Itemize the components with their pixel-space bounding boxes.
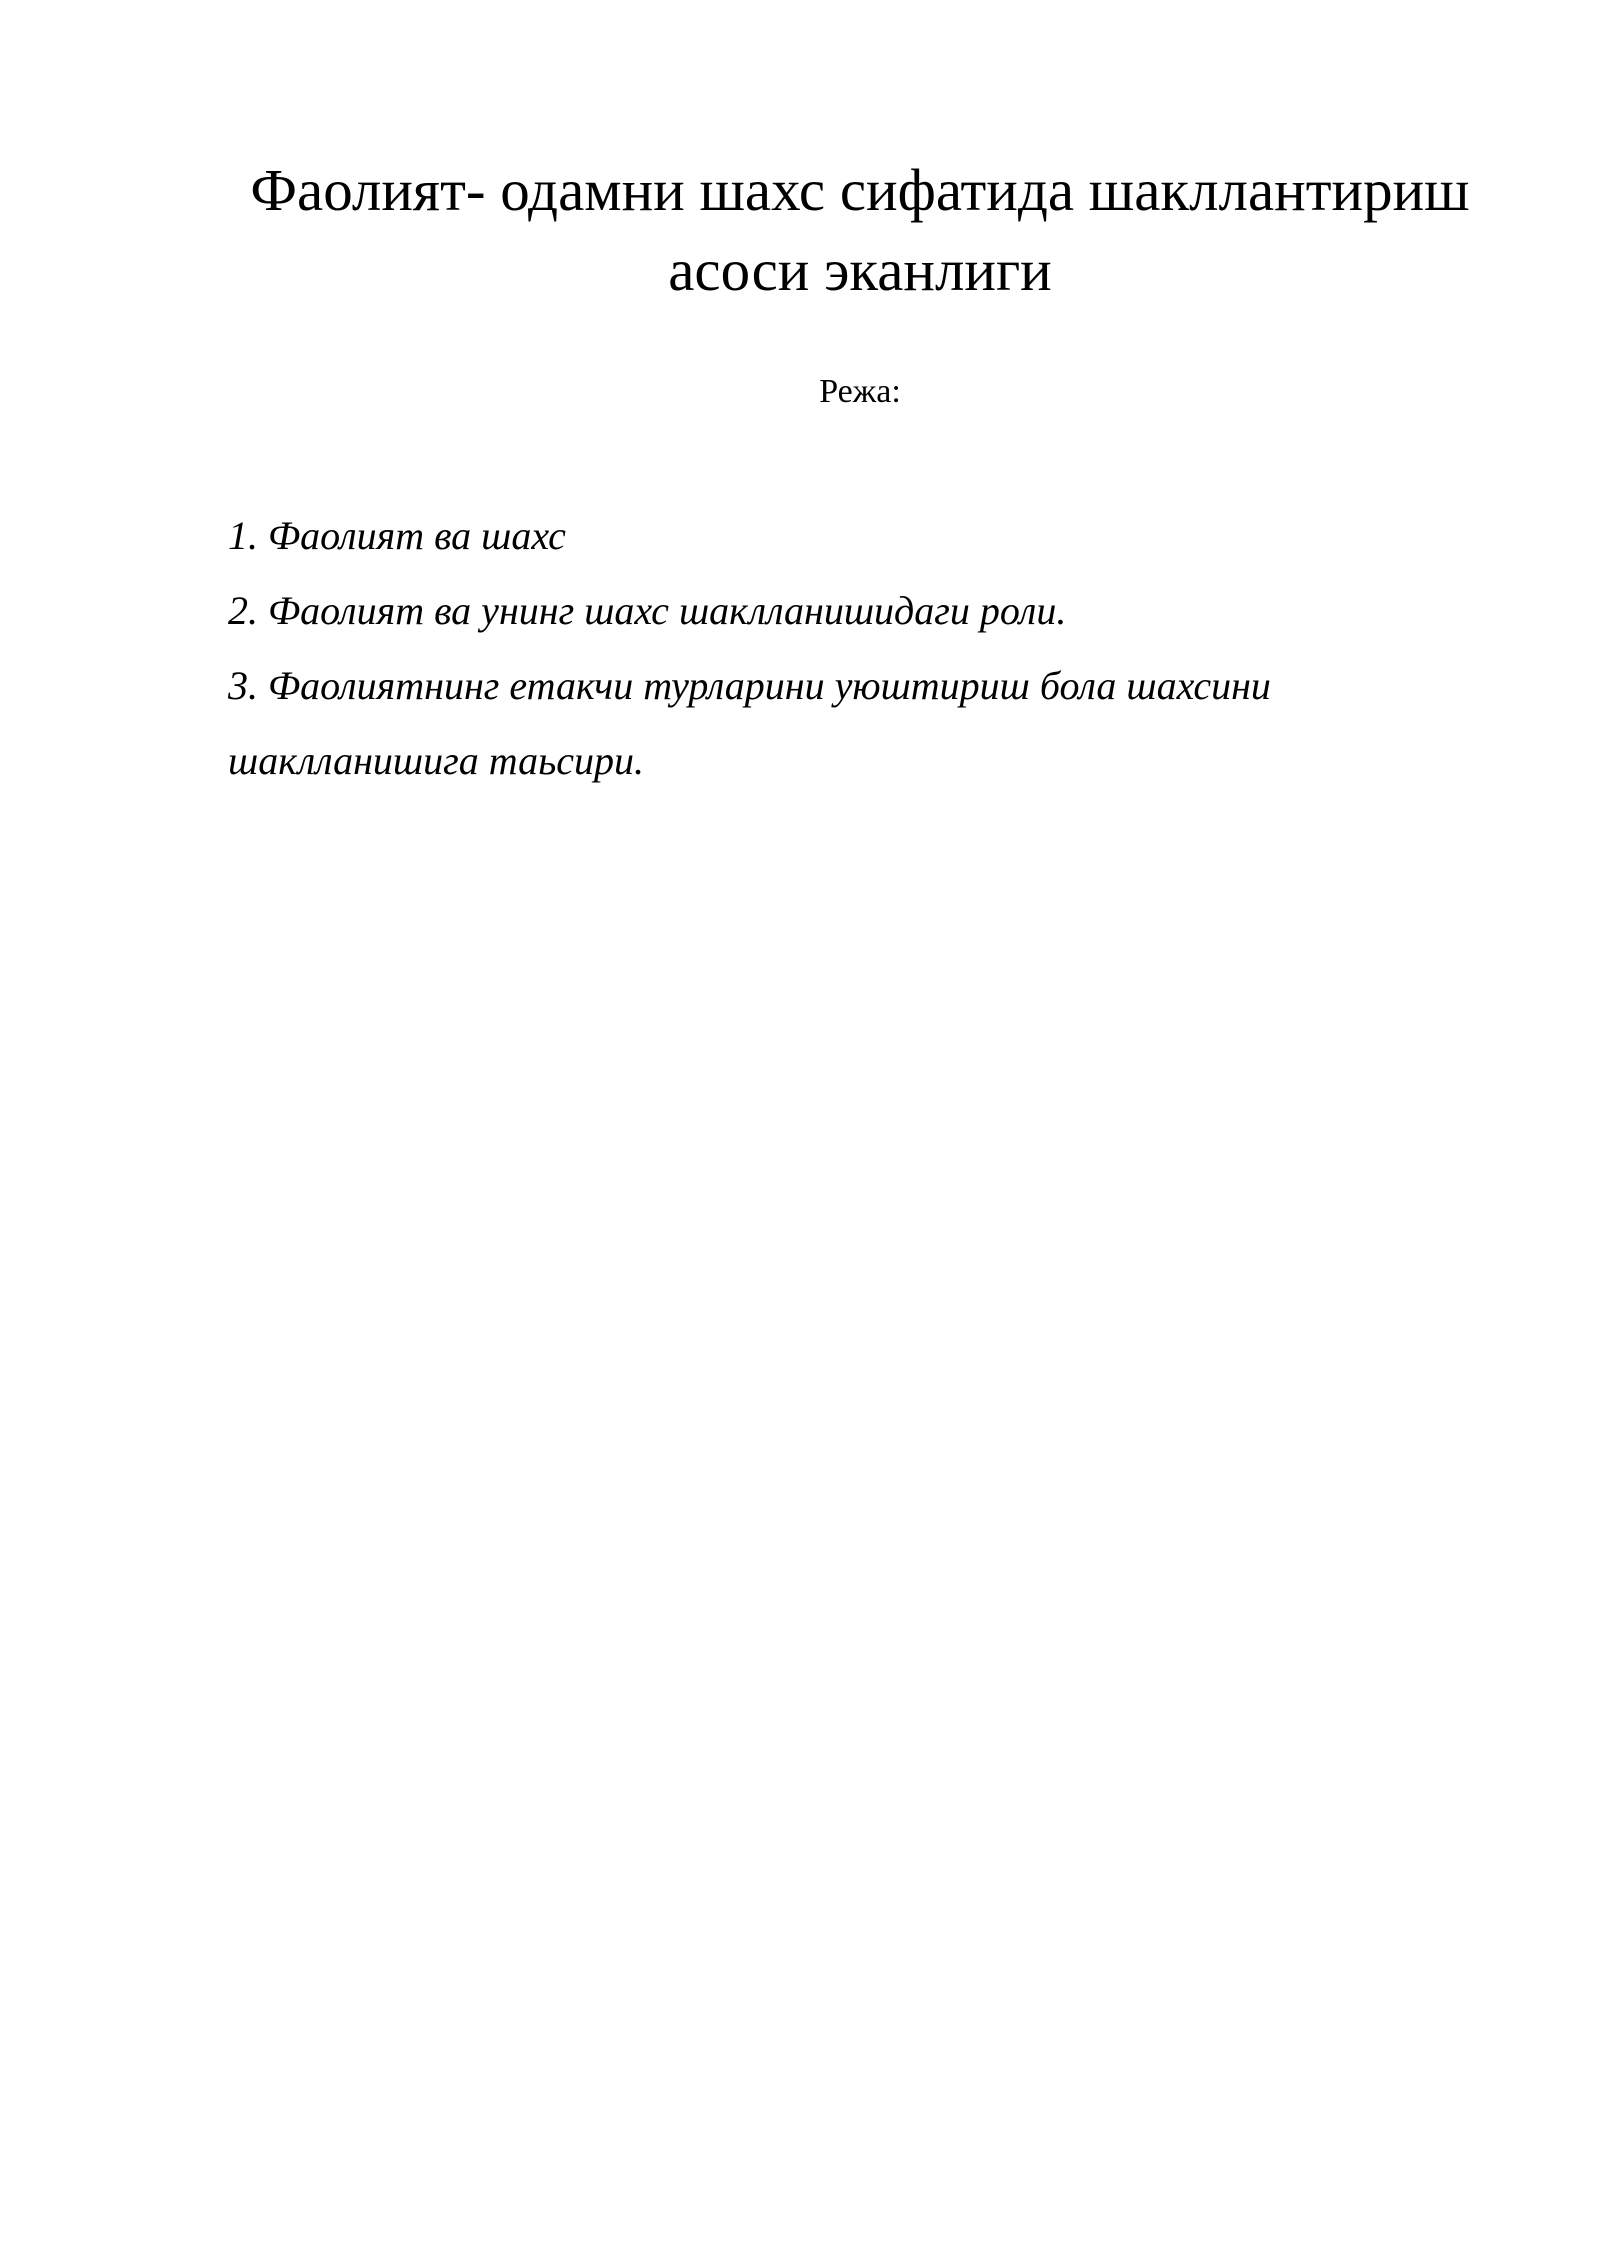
- plan-item-3-continued: шаклланишига таьсири.: [228, 738, 645, 783]
- plan-item-1: 1. Фаолият ва шахс: [228, 513, 566, 558]
- plan-item-3: 3. Фаолиятнинг етакчи турларини уюштириш бола шахсини: [228, 663, 1271, 708]
- plan-list: [228, 498, 1428, 798]
- page-title: [200, 150, 1520, 310]
- title-line-2: асоси эканлиги: [668, 237, 1052, 303]
- plan-label: Режа:: [819, 373, 901, 410]
- title-line-1: Фаолият- одамни шахс сифатида шакллантириш: [250, 157, 1470, 223]
- plan-item-2: 2. Фаолият ва унинг шахс шаклланишидаги роли.: [228, 588, 1067, 633]
